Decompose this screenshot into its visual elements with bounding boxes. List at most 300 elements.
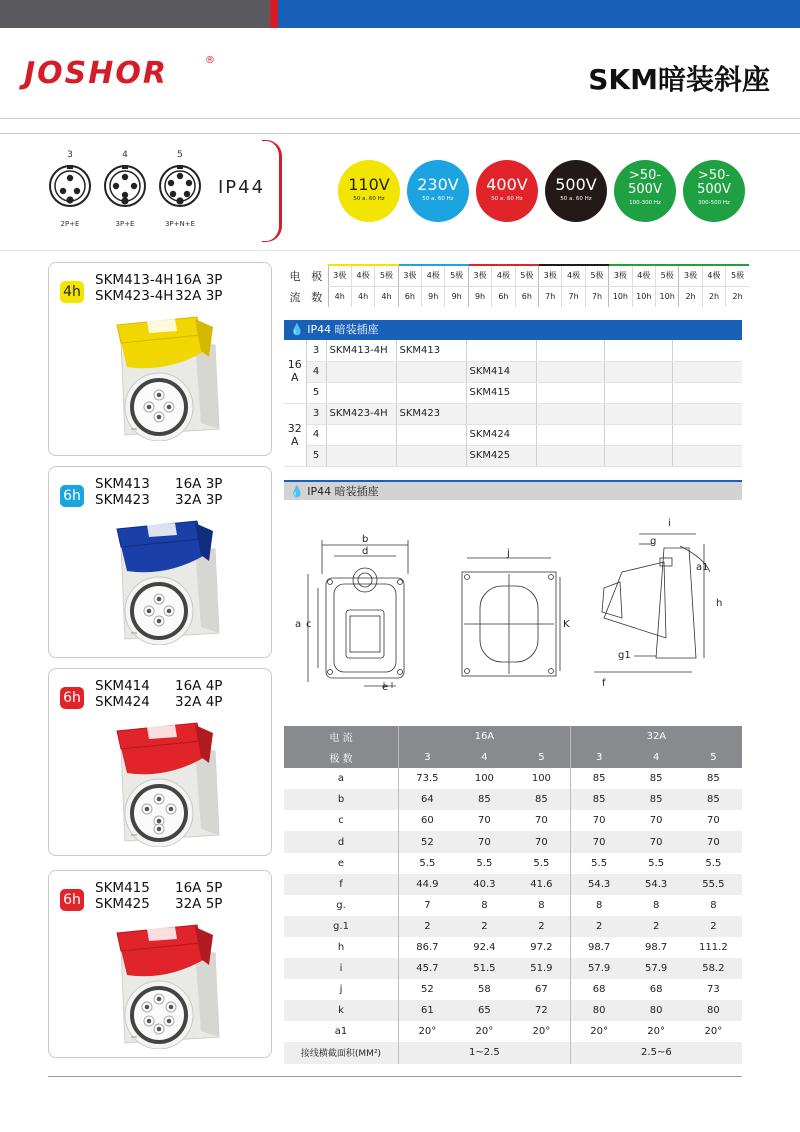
ip-rating-label: IP44 — [218, 177, 266, 198]
dim-value-cell: 70 — [570, 831, 627, 852]
dim-header-poles — [284, 747, 742, 768]
model-name: SKM423-4H — [95, 288, 174, 304]
voltage-label: >50-500V — [697, 168, 731, 197]
dim-value-cell: 85 — [628, 789, 685, 810]
model-row — [284, 340, 742, 361]
current-value: 32 — [287, 421, 302, 435]
model-cell — [672, 361, 742, 382]
voltage-badge — [338, 160, 400, 222]
model-cell — [672, 340, 742, 361]
label-g: g — [650, 536, 657, 547]
dim-footer-label: 接线横截面积(MM²) — [284, 1042, 399, 1063]
hours-cell: 10h — [632, 286, 655, 307]
hours-cell: 4h — [328, 286, 351, 307]
voltage-badge — [614, 160, 676, 222]
dim-value-cell: 54.3 — [628, 874, 685, 895]
dim-value-cell: 2 — [570, 916, 627, 937]
dim-row — [284, 916, 742, 937]
dim-value-cell: 51.5 — [456, 958, 513, 979]
front-inner — [334, 584, 396, 672]
dim-key-cell: b — [284, 789, 399, 810]
dim-header-current — [284, 726, 742, 747]
header-divider-2 — [0, 133, 800, 134]
dim-value-cell: 45.7 — [399, 958, 456, 979]
dim-value-cell: 20° — [513, 1021, 570, 1042]
model-cell: SKM413 — [396, 340, 466, 361]
dim-value-cell: 57.9 — [570, 958, 627, 979]
dim-pole-cell: 4 — [628, 747, 685, 768]
model-cell — [672, 445, 742, 466]
dim-value-cell: 86.7 — [416, 941, 439, 953]
model-row — [284, 445, 742, 466]
voltage-label: 110V — [348, 175, 390, 194]
voltage-badge — [545, 160, 607, 222]
page-title: SKM暗装斜座 — [588, 63, 770, 96]
model-cell: SKM414 — [466, 361, 536, 382]
model-cell — [326, 382, 396, 403]
model-table — [284, 340, 742, 467]
hours-cell: 9h — [422, 286, 445, 307]
current-cell — [284, 340, 306, 403]
pole-cell: 5极 — [445, 265, 468, 286]
dim-value-cell: 8 — [481, 899, 488, 911]
dim-value-cell: 85 — [649, 773, 663, 785]
voltage-label: 230V — [417, 175, 459, 194]
dim-value-cell: 55.5 — [685, 874, 742, 895]
dim-value-cell: 51.9 — [513, 958, 570, 979]
dim-value-cell: 2 — [685, 916, 742, 937]
dim-value-cell: 73 — [707, 984, 720, 996]
frequency-label: 50 a. 60 Hz — [491, 196, 523, 202]
dim-value-cell: 20° — [647, 1026, 665, 1038]
dim-value-cell: 70 — [513, 810, 570, 831]
dim-key-cell: i — [284, 958, 399, 979]
dim-value-cell: 80 — [685, 1000, 742, 1021]
model-cell — [326, 361, 396, 382]
dim-value-cell: 2 — [513, 916, 570, 937]
model-cell — [604, 445, 672, 466]
label-h: h — [716, 598, 723, 609]
pole-cell: 4极 — [492, 265, 515, 286]
model-row — [284, 424, 742, 445]
dim-value-cell: 5.5 — [513, 853, 570, 874]
dim-pole-cell: 5 — [513, 747, 570, 768]
dim-key-cell: j — [284, 979, 399, 1000]
model-row — [284, 382, 742, 403]
footer-divider — [48, 1076, 742, 1077]
hours-cell: 4h — [351, 286, 374, 307]
pin-config-caption: 3P+E — [115, 220, 135, 228]
pole-cell: 3极 — [328, 265, 351, 286]
hours-cell: 7h — [585, 286, 608, 307]
dim-value-cell: 70 — [592, 815, 606, 827]
dim-header-16a: 16A — [399, 726, 571, 747]
dim-value-cell: 52 — [399, 831, 456, 852]
dim-row — [284, 958, 742, 979]
model-name: SKM425 — [95, 896, 150, 912]
dim-value-cell: 8 — [710, 899, 717, 911]
socket-face-icon — [103, 164, 147, 208]
voltage-label: 500V — [555, 175, 597, 194]
model-cell — [604, 382, 672, 403]
drop-icon: 💧 — [290, 323, 304, 336]
hour-badge: 4h — [60, 281, 84, 303]
dim-value-cell: 20° — [704, 1026, 723, 1038]
dim-header-32a: 32A — [570, 726, 742, 747]
dim-key-cell: a — [284, 768, 399, 789]
model-cell: SKM413-4H — [326, 340, 396, 361]
label-g1: g1 — [618, 650, 631, 661]
model-table-wrap — [284, 340, 742, 467]
dim-value-cell: 67 — [513, 979, 570, 1000]
dim-value-cell: 8 — [652, 899, 660, 911]
bracket-decoration — [262, 140, 282, 242]
model-cell — [466, 403, 536, 424]
model-cell: SKM415 — [466, 382, 536, 403]
pin-count-label: 4 — [122, 150, 128, 160]
side-socket — [604, 562, 666, 638]
model-cell — [466, 340, 536, 361]
dim-key-cell: a1 — [284, 1021, 399, 1042]
pole-cell: 3极 — [609, 265, 632, 286]
dim-key-cell: e — [284, 853, 399, 874]
dim-value-cell: 80 — [628, 1000, 685, 1021]
pole-cell: 3极 — [679, 265, 702, 286]
dim-value-cell: 73.5 — [416, 773, 439, 785]
hours-cell: 7h — [562, 286, 585, 307]
dim-value-cell: 7 — [424, 899, 431, 911]
frequency-label: 50 a. 60 Hz — [353, 196, 385, 202]
voltage-badge — [407, 160, 469, 222]
dim-value-cell: 20° — [475, 1026, 494, 1038]
dim-value-cell: 8 — [513, 895, 570, 916]
dim-value-cell: 5.5 — [419, 857, 436, 869]
pole-hours-table — [284, 264, 749, 307]
model-row — [284, 403, 742, 424]
dim-footer-32a: 2.5~6 — [570, 1042, 742, 1063]
dim-row — [284, 831, 742, 852]
dim-value-cell: 65 — [456, 1000, 513, 1021]
frequency-label: 100-300 Hz — [629, 200, 661, 206]
model-cell — [396, 445, 466, 466]
dim-key-cell: h — [284, 937, 399, 958]
dim-value-cell: 100 — [513, 768, 570, 789]
current-unit: A — [290, 434, 299, 448]
dim-value-cell: 85 — [456, 789, 513, 810]
dim-value-cell: 54.3 — [570, 874, 627, 895]
pole-cell: 4极 — [351, 265, 374, 286]
hours-cell: 7h — [539, 286, 562, 307]
model-cell — [672, 403, 742, 424]
model-name: SKM413 — [95, 476, 150, 492]
pole-cell: 4极 — [422, 265, 445, 286]
pole-cell: 5 — [306, 445, 326, 466]
frequency-label: 300-500 Hz — [698, 200, 730, 206]
dim-row — [284, 1000, 742, 1021]
model-name: SKM413-4H — [95, 272, 174, 288]
socket-face-icon — [158, 164, 202, 208]
model-name: SKM415 — [95, 880, 150, 896]
model-spec: 32A 4P — [175, 694, 223, 710]
pole-cell: 4极 — [562, 265, 585, 286]
hours-cell: 6h — [492, 286, 515, 307]
model-spec: 16A 3P — [175, 476, 223, 492]
model-name: SKM424 — [95, 694, 150, 710]
brand-logo: JOSHOR — [24, 56, 168, 91]
section-title-2: IP44 暗装插座 — [307, 485, 379, 498]
pole-row — [284, 265, 749, 286]
label-a1: a1 — [696, 562, 709, 573]
dim-header-label: 极 数 — [284, 747, 399, 768]
dim-value-cell: 68 — [649, 984, 663, 996]
product-card[interactable] — [48, 668, 272, 856]
model-cell — [536, 361, 604, 382]
model-cell — [604, 403, 672, 424]
pole-cell: 5极 — [726, 265, 749, 286]
dim-pole-cell: 3 — [399, 747, 456, 768]
model-name: SKM423 — [95, 492, 150, 508]
pole-cell: 4极 — [632, 265, 655, 286]
pole-cell: 5极 — [375, 265, 398, 286]
model-spec: 32A 3P — [175, 492, 223, 508]
model-spec: 32A 5P — [175, 896, 223, 912]
dim-value-cell: 57.9 — [628, 958, 685, 979]
model-cell: SKM423 — [396, 403, 466, 424]
product-card[interactable] — [48, 870, 272, 1058]
dim-value-cell: 5.5 — [648, 857, 665, 869]
dim-key-cell: c — [284, 810, 399, 831]
dim-value-cell: 58 — [478, 984, 491, 996]
dim-value-cell: 85 — [592, 773, 606, 785]
dim-row — [284, 1021, 742, 1042]
dim-value-cell: 5.5 — [705, 857, 722, 869]
front-body — [326, 578, 404, 678]
section-title-1: IP44 暗装插座 — [307, 323, 379, 336]
dim-value-cell: 70 — [513, 831, 570, 852]
dim-row — [284, 810, 742, 831]
dim-value-cell: 70 — [707, 815, 720, 827]
dim-row — [284, 895, 742, 916]
dim-value-cell: 85 — [570, 789, 627, 810]
voltage-label: >50-500V — [628, 168, 662, 197]
top-stripe-red — [270, 0, 278, 28]
dim-value-cell: 70 — [649, 815, 663, 827]
current-unit: A — [290, 371, 299, 385]
dim-row — [284, 789, 742, 810]
model-cell — [672, 424, 742, 445]
dim-footer-row — [284, 1042, 742, 1063]
hour-badge: 6h — [60, 485, 84, 507]
hours-cell: 2h — [702, 286, 725, 307]
pole-row-label: 电 — [289, 269, 301, 283]
technical-drawing — [284, 500, 742, 712]
hours-cell: 2h — [679, 286, 702, 307]
label-b: b — [362, 534, 369, 545]
pole-cell: 3 — [306, 340, 326, 361]
pole-cell: 4 — [306, 424, 326, 445]
hours-cell: 6h — [515, 286, 538, 307]
label-f: f — [602, 678, 606, 689]
current-value: 16 — [287, 358, 302, 372]
pin-count-label: 3 — [67, 150, 73, 160]
front-window-inner — [350, 616, 380, 652]
model-cell — [326, 424, 396, 445]
dim-value-cell: 85 — [707, 773, 720, 785]
dim-value-cell: 97.2 — [513, 937, 570, 958]
frequency-label: 50 a. 60 Hz — [560, 196, 592, 202]
model-spec: 16A 3P — [175, 272, 223, 288]
pin-config-caption: 3P+N+E — [164, 220, 196, 228]
dim-value-cell: 64 — [399, 789, 456, 810]
hours-row — [284, 286, 749, 307]
dim-value-cell: 61 — [399, 1000, 456, 1021]
current-cell — [284, 403, 306, 466]
model-cell: SKM424 — [466, 424, 536, 445]
dim-key-cell: g.1 — [284, 916, 399, 937]
dim-key-cell: k — [284, 1000, 399, 1021]
dim-value-cell: 2 — [456, 916, 513, 937]
pole-cell: 5极 — [655, 265, 678, 286]
dim-value-cell: 20° — [418, 1026, 437, 1038]
voltage-label: 400V — [486, 175, 528, 194]
dim-value-cell: 70 — [628, 831, 685, 852]
model-spec: 16A 4P — [175, 678, 223, 694]
dim-key-cell: g. — [284, 895, 399, 916]
hours-cell: 9h — [468, 286, 491, 307]
hours-cell: 4h — [375, 286, 398, 307]
pole-cell: 5极 — [585, 265, 608, 286]
section-head-sockets — [284, 320, 742, 340]
dim-value-cell: 58.2 — [685, 958, 742, 979]
dim-value-cell: 5.5 — [591, 857, 608, 869]
pole-cell: 3极 — [468, 265, 491, 286]
model-cell — [536, 382, 604, 403]
side-body — [656, 548, 696, 658]
dim-value-cell: 60 — [421, 815, 434, 827]
model-cell — [536, 445, 604, 466]
model-cell — [604, 424, 672, 445]
model-cell — [604, 340, 672, 361]
top-stripe-blue — [278, 0, 800, 28]
section-divider — [0, 250, 800, 251]
frequency-label: 50 a. 60 Hz — [422, 196, 454, 202]
dim-value-cell: 5.5 — [476, 857, 493, 869]
dim-pole-cell: 3 — [570, 747, 627, 768]
socket-product-image — [97, 717, 227, 847]
socket-product-image — [97, 515, 227, 645]
front-top-socket — [353, 568, 377, 592]
voltage-badge — [476, 160, 538, 222]
model-name: SKM414 — [95, 678, 150, 694]
dim-value-cell: 44.9 — [399, 874, 456, 895]
hour-badge: 6h — [60, 687, 84, 709]
pole-cell: 4 — [306, 361, 326, 382]
drawing-svg — [284, 500, 742, 712]
dim-value-cell: 2 — [399, 916, 456, 937]
product-card[interactable] — [48, 466, 272, 658]
dim-header-label: 电 流 — [284, 726, 399, 747]
dim-value-cell: 100 — [474, 773, 494, 785]
model-cell: SKM425 — [466, 445, 536, 466]
hours-cell: 9h — [445, 286, 468, 307]
dim-row — [284, 768, 742, 789]
dim-value-cell: 111.2 — [699, 941, 728, 953]
dim-value-cell: 40.3 — [456, 874, 513, 895]
model-cell — [536, 424, 604, 445]
pin-config-caption: 2P+E — [60, 220, 80, 228]
model-cell — [396, 361, 466, 382]
top-stripe-gray — [0, 0, 270, 28]
dim-row — [284, 874, 742, 895]
dim-row — [284, 853, 742, 874]
model-cell: SKM423-4H — [326, 403, 396, 424]
dim-row — [284, 979, 742, 1000]
hour-badge: 6h — [60, 889, 84, 911]
pole-row-label: 极 — [311, 269, 323, 283]
header-divider — [0, 118, 800, 119]
hours-row-label: 数 — [311, 290, 323, 304]
pin-count-label: 5 — [177, 150, 183, 160]
model-cell — [536, 340, 604, 361]
pole-hours-table-wrap — [284, 264, 749, 307]
label-d: d — [362, 546, 369, 557]
front-top-socket-inner — [358, 573, 372, 587]
hours-cell: 10h — [609, 286, 632, 307]
dim-value-cell: 41.6 — [513, 874, 570, 895]
dim-value-cell: 20° — [590, 1026, 608, 1038]
voltage-badge — [683, 160, 745, 222]
drop-icon: 💧 — [290, 485, 304, 498]
model-spec: 32A 3P — [175, 288, 223, 304]
product-card[interactable] — [48, 262, 272, 456]
pole-cell: 3极 — [539, 265, 562, 286]
model-cell — [396, 424, 466, 445]
dimension-table — [284, 726, 742, 1064]
dim-value-cell: 70 — [478, 815, 491, 827]
model-spec: 16A 5P — [175, 880, 223, 896]
dim-value-cell: 68 — [592, 984, 606, 996]
dim-value-cell: 72 — [513, 1000, 570, 1021]
label-i: i — [668, 518, 671, 529]
socket-face-icon — [48, 164, 92, 208]
front-window — [346, 610, 384, 658]
pole-cell: 3极 — [398, 265, 421, 286]
model-cell — [536, 403, 604, 424]
model-row — [284, 361, 742, 382]
hours-cell: 2h — [726, 286, 749, 307]
dim-value-cell: 80 — [570, 1000, 627, 1021]
registered-mark: ® — [205, 55, 215, 66]
label-e: e — [382, 682, 389, 693]
dim-row — [284, 937, 742, 958]
dim-value-cell: 52 — [421, 984, 434, 996]
dim-value-cell: 2 — [628, 916, 685, 937]
dim-key-cell: d — [284, 831, 399, 852]
dimension-table-wrap — [284, 726, 742, 1064]
section-head-drawing — [284, 480, 742, 500]
dim-footer-16a: 1~2.5 — [399, 1042, 571, 1063]
dim-pole-cell: 4 — [456, 747, 513, 768]
hours-cell: 10h — [655, 286, 678, 307]
label-j: j — [507, 548, 510, 559]
dim-key-cell: f — [284, 874, 399, 895]
socket-product-image — [97, 919, 227, 1049]
dim-pole-cell: 5 — [685, 747, 742, 768]
socket-product-image — [97, 311, 227, 441]
dim-value-cell: 70 — [685, 831, 742, 852]
pole-cell: 5 — [306, 382, 326, 403]
model-cell — [396, 382, 466, 403]
